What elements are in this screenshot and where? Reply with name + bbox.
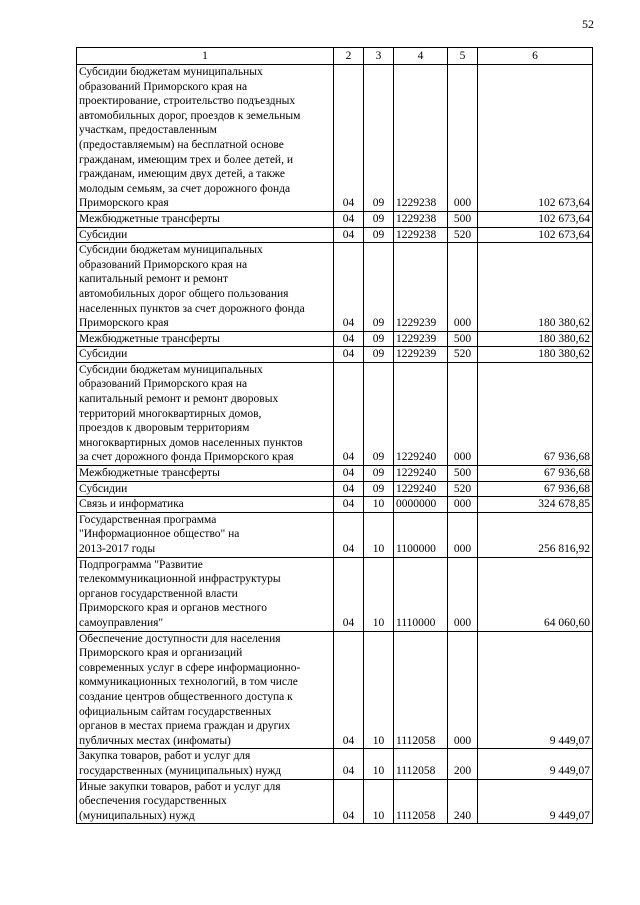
row-target-code-cell: 1229240 — [394, 362, 448, 465]
row-expense-type-cell: 000 — [448, 557, 478, 631]
row-subsection-cell: 10 — [364, 749, 394, 779]
table-row — [77, 466, 593, 482]
header-col-6: 6 — [478, 48, 593, 65]
table-row — [77, 331, 593, 347]
row-amount-cell: 9 449,07 — [478, 631, 593, 749]
row-name-text: Связь и информатика — [79, 498, 184, 511]
row-amount-cell: 180 380,62 — [478, 347, 593, 363]
row-name-cell — [77, 331, 334, 347]
table-row — [77, 497, 593, 513]
row-expense-type-cell: 000 — [448, 512, 478, 557]
row-name-cell — [77, 466, 334, 482]
row-name-cell — [77, 749, 334, 779]
row-expense-type-cell: 000 — [448, 497, 478, 513]
row-target-code-cell: 1112058 — [394, 749, 448, 779]
row-subsection-cell: 10 — [364, 497, 394, 513]
row-section-cell: 04 — [334, 331, 364, 347]
row-section-cell: 04 — [334, 347, 364, 363]
row-name-cell — [77, 243, 334, 332]
table-row — [77, 362, 593, 465]
row-expense-type-cell: 520 — [448, 227, 478, 243]
row-subsection-cell: 09 — [364, 211, 394, 227]
row-subsection-cell: 09 — [364, 65, 394, 212]
row-section-cell: 04 — [334, 497, 364, 513]
table-row — [77, 481, 593, 497]
row-expense-type-cell: 000 — [448, 65, 478, 212]
row-subsection-cell: 09 — [364, 243, 394, 332]
table-row — [77, 512, 593, 557]
row-subsection-cell: 09 — [364, 362, 394, 465]
page-number: 52 — [582, 17, 594, 31]
row-section-cell: 04 — [334, 779, 364, 824]
row-expense-type-cell: 520 — [448, 481, 478, 497]
row-subsection-cell: 09 — [364, 481, 394, 497]
row-expense-type-cell: 000 — [448, 631, 478, 749]
row-subsection-cell: 10 — [364, 779, 394, 824]
row-name-text: Межбюджетные трансферты — [79, 467, 220, 480]
row-name-cell — [77, 631, 334, 749]
row-expense-type-cell: 000 — [448, 243, 478, 332]
row-target-code-cell: 1229240 — [394, 466, 448, 482]
row-target-code-cell: 1229239 — [394, 347, 448, 363]
row-section-cell: 04 — [334, 557, 364, 631]
row-expense-type-cell: 200 — [448, 749, 478, 779]
row-name-cell — [77, 557, 334, 631]
row-target-code-cell: 1229238 — [394, 65, 448, 212]
row-amount-cell: 64 060,60 — [478, 557, 593, 631]
header-row — [77, 48, 593, 65]
row-amount-cell: 9 449,07 — [478, 779, 593, 824]
table-row — [77, 243, 593, 332]
row-target-code-cell: 1229239 — [394, 331, 448, 347]
row-amount-cell: 67 936,68 — [478, 362, 593, 465]
table-row — [77, 557, 593, 631]
row-name-text: Иные закупки товаров, работ и услуг для обеспечения государственных (муниципальных) нужд — [79, 780, 281, 822]
row-name-cell — [77, 65, 334, 212]
row-expense-type-cell: 500 — [448, 466, 478, 482]
row-name-text: Обеспечение доступности для населения Приморского края и организаций современных услуг в сфере информационно- коммуникационных технологий, в том числе создание центров общественного доступа к официальным сайтам государственных органов в местах приема граждан и других публичных местах (инфоматы) — [79, 632, 301, 747]
row-name-text: Государственная программа "Информационное общество" на 2013-2017 годы — [79, 513, 240, 555]
row-name-cell — [77, 347, 334, 363]
row-section-cell: 04 — [334, 211, 364, 227]
row-target-code-cell: 1229240 — [394, 481, 448, 497]
row-section-cell: 04 — [334, 65, 364, 212]
row-name-cell — [77, 362, 334, 465]
row-target-code-cell: 1112058 — [394, 779, 448, 824]
table-row — [77, 779, 593, 824]
row-name-cell — [77, 211, 334, 227]
row-section-cell: 04 — [334, 512, 364, 557]
row-name-cell — [77, 481, 334, 497]
row-section-cell: 04 — [334, 481, 364, 497]
row-amount-cell: 102 673,64 — [478, 227, 593, 243]
row-expense-type-cell: 500 — [448, 331, 478, 347]
header-col-4: 4 — [394, 48, 448, 65]
header-col-5: 5 — [448, 48, 478, 65]
table-row — [77, 347, 593, 363]
row-expense-type-cell: 500 — [448, 211, 478, 227]
budget-table — [76, 47, 593, 824]
row-amount-cell: 102 673,64 — [478, 211, 593, 227]
row-amount-cell: 256 816,92 — [478, 512, 593, 557]
row-amount-cell: 180 380,62 — [478, 243, 593, 332]
row-section-cell: 04 — [334, 631, 364, 749]
row-section-cell: 04 — [334, 362, 364, 465]
row-target-code-cell: 1110000 — [394, 557, 448, 631]
row-expense-type-cell: 520 — [448, 347, 478, 363]
table-row — [77, 211, 593, 227]
table-row — [77, 65, 593, 212]
row-name-text: Закупка товаров, работ и услуг для государственных (муниципальных) нужд — [79, 750, 282, 777]
row-name-text: Субсидии — [79, 482, 128, 495]
table-row — [77, 631, 593, 749]
row-section-cell: 04 — [334, 227, 364, 243]
row-amount-cell: 67 936,68 — [478, 481, 593, 497]
row-subsection-cell: 10 — [364, 557, 394, 631]
row-subsection-cell: 09 — [364, 466, 394, 482]
row-subsection-cell: 09 — [364, 347, 394, 363]
row-name-text: Субсидии — [79, 348, 128, 361]
row-section-cell: 04 — [334, 243, 364, 332]
row-amount-cell: 102 673,64 — [478, 65, 593, 212]
row-section-cell: 04 — [334, 466, 364, 482]
row-amount-cell: 180 380,62 — [478, 331, 593, 347]
row-subsection-cell: 09 — [364, 331, 394, 347]
row-expense-type-cell: 240 — [448, 779, 478, 824]
row-amount-cell: 9 449,07 — [478, 749, 593, 779]
row-name-text: Межбюджетные трансферты — [79, 332, 220, 345]
row-target-code-cell: 1229238 — [394, 227, 448, 243]
header-col-2: 2 — [334, 48, 364, 65]
row-target-code-cell: 1112058 — [394, 631, 448, 749]
table-row — [77, 749, 593, 779]
row-target-code-cell: 1100000 — [394, 512, 448, 557]
row-amount-cell: 324 678,85 — [478, 497, 593, 513]
row-amount-cell: 67 936,68 — [478, 466, 593, 482]
row-expense-type-cell: 000 — [448, 362, 478, 465]
row-name-text: Субсидии — [79, 228, 128, 241]
row-subsection-cell: 10 — [364, 512, 394, 557]
row-name-text: Субсидии бюджетам муниципальных образований Приморского края на проектирование, строительство подъездных автомобильных дорог, проездов к земельным участкам, предоставленным (предоставляемым) на бесплатной основе гражданам, имеющим трех и более детей, и гражданам, имеющим двух детей, а также молодым семьям, за счет дорожного фонда Приморского края — [79, 66, 301, 210]
row-target-code-cell: 0000000 — [394, 497, 448, 513]
row-name-cell — [77, 779, 334, 824]
row-target-code-cell: 1229239 — [394, 243, 448, 332]
header-col-3: 3 — [364, 48, 394, 65]
row-name-cell — [77, 512, 334, 557]
row-section-cell: 04 — [334, 749, 364, 779]
row-subsection-cell: 10 — [364, 631, 394, 749]
row-subsection-cell: 09 — [364, 227, 394, 243]
header-col-1: 1 — [77, 48, 334, 65]
table-row — [77, 227, 593, 243]
row-name-text: Подпрограмма "Развитие телекоммуникационной инфраструктуры органов государственной власти Приморского края и органов местного самоуправления" — [79, 558, 281, 629]
row-name-text: Субсидии бюджетам муниципальных образований Приморского края на капитальный ремонт и ремонт автомобильных дорог общего пользования населенных пунктов за счет дорожного фонда Приморского края — [79, 244, 305, 330]
row-name-text: Субсидии бюджетам муниципальных образований Приморского края на капитальный ремонт и ремонт дворовых территорий многоквартирных домов, проездов к дворовым территориям многоквартирных домов населенных пунктов за счет дорожного фонда Приморского края — [79, 363, 303, 464]
row-name-cell — [77, 227, 334, 243]
row-target-code-cell: 1229238 — [394, 211, 448, 227]
row-name-text: Межбюджетные трансферты — [79, 212, 220, 225]
row-name-cell — [77, 497, 334, 513]
